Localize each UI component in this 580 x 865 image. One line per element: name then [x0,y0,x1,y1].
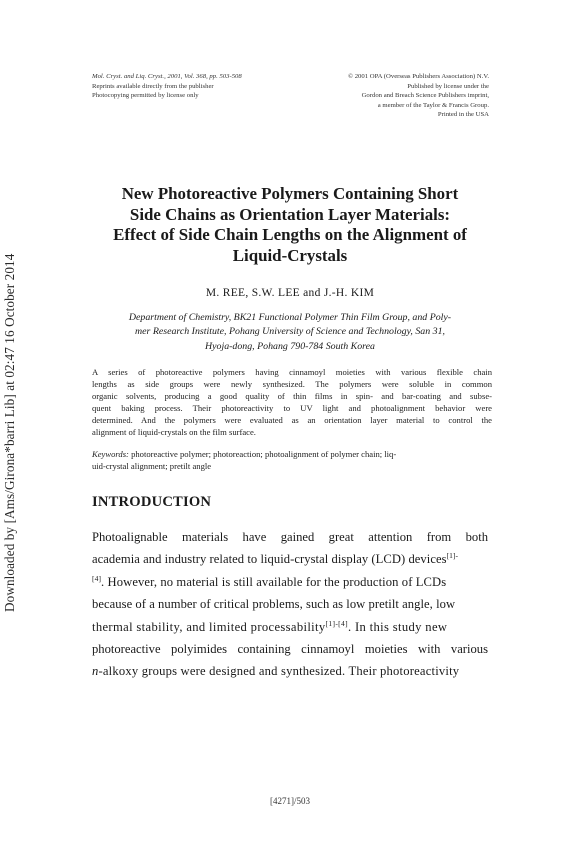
body-paragraph [92,526,488,683]
page-number: [4271]/503 [270,796,310,806]
body-line [92,660,488,682]
affiliation-line: Department of Chemistry, BK21 Functional Polymer Thin Film Group, and Poly- [128,312,452,323]
body-text: thermal stability, and limited processability [92,619,326,634]
citation-line: Photocopying permitted by license only [92,92,199,100]
abstract-line: organic solvents, producing a good quality of thin films in spin- and bar-coating and subse- [92,390,492,401]
body-text: academia and industry related to liquid-crystal display (LCD) devices [92,552,447,567]
abstract-line: alignment of liquid-crystals on the film surface. [92,426,256,437]
abstract-line: A series of photoreactive polymers having cinnamoyl moieties with various flexible chain [92,367,492,377]
body-text: -alkoxy groups were designed and synthesized. Their photoreactivity [98,664,460,679]
copyright-line: Gordon and Breach Science Publishers imprint, [361,92,489,100]
body-line [92,616,488,638]
affiliation-line: Hyoja-dong, Pohang 790-784 South Korea [205,340,375,352]
title-line: Side Chains as Orientation Layer Materials: [129,204,451,224]
abstract [92,367,492,438]
citation-line: Mol. Cryst. and Liq. Cryst., 2001, Vol. 368, pp. 503-508 [92,73,242,80]
abstract-line: lengths as side groups were newly synthesized. The polymers were soluble in common [92,378,492,389]
italic-variable: n [92,664,99,679]
paper-title [90,184,490,266]
body-line [92,548,488,570]
body-line: Photoalignable materials have gained great attention from both [92,530,488,544]
citation-line: Reprints available directly from the publisher [92,82,214,90]
keywords-line: uid-crystal alignment; pretilt angle [92,460,212,471]
copyright-line: © 2001 OPA (Overseas Publishers Association) N.V. [347,73,489,80]
citation-ref: [1]- [446,551,459,561]
author-list: M. REE, S.W. LEE and J.-H. KIM [205,287,375,299]
body-text: . However, no material is still available for the production of LCDs [101,574,447,589]
abstract-line: quent baking process. Their photoreactivity to UV light and photoalignment behavior were [92,402,492,413]
copyright-notice [282,72,489,120]
keywords-text: photoreactive polymer; photoreaction; photoalignment of polymer chain; liq- [131,449,397,459]
copyright-line: a member of the Taylor & Francis Group. [377,101,489,109]
title-line: New Photoreactive Polymers Containing Short [121,184,459,203]
section-heading: INTRODUCTION [92,494,212,510]
keywords-line [92,449,492,461]
body-text: . In this study new [347,619,448,634]
journal-citation [92,72,302,101]
citation-ref: [4] [92,573,102,583]
body-line: because of a number of critical problems, such as low pretilt angle, low [92,597,456,612]
copyright-line: Published by license under the [407,82,489,90]
title-line: Effect of Side Chain Lengths on the Alignment of [113,225,467,245]
abstract-line: determined. And the polymers were evaluated as an orientation layer material to control the [92,414,492,425]
citation-ref: [1]-[4] [325,618,348,628]
body-line: photoreactive polyimides containing cinnamoyl moieties with various [92,642,488,657]
title-line: Liquid-Crystals [232,245,348,265]
keywords-label: Keywords: [92,449,129,459]
body-line [92,571,488,593]
affiliation [90,311,490,354]
download-stamp: Downloaded by [Ams/Girona*barri Lib] at 02:47 16 October 2014 [2,253,17,612]
affiliation-line: mer Research Institute, Pohang University of Science and Technology, San 31, [135,326,445,338]
keywords [92,449,492,473]
copyright-line: Printed in the USA [437,111,489,119]
